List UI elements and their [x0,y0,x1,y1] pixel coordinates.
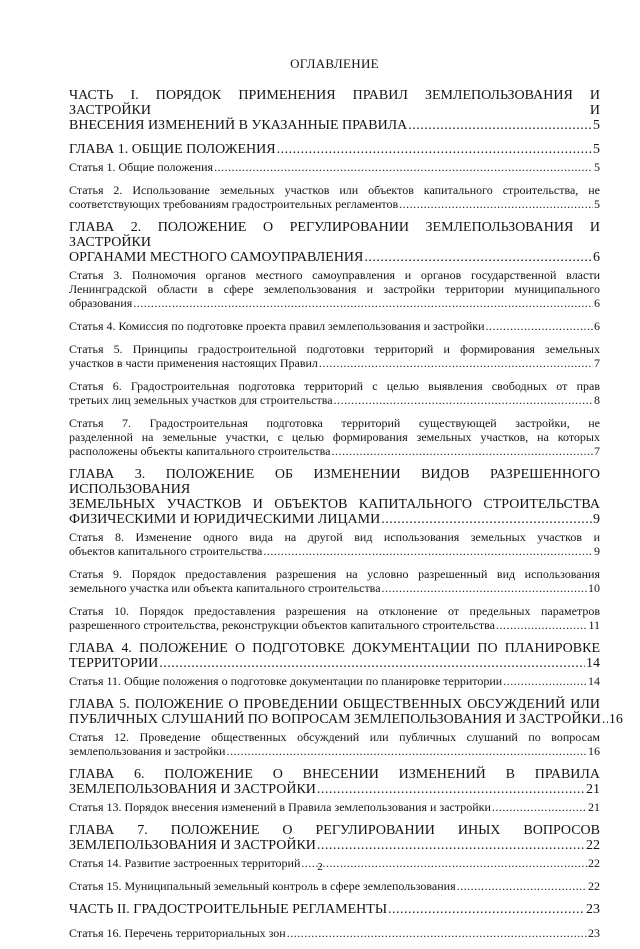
toc-entry[interactable] [69,604,600,632]
toc-entry-line: Статья 6. Градостроительная подготовка территорий с целью выявления свободных от прав [69,379,600,393]
toc-entry[interactable] [69,730,600,758]
toc-dot-leader [492,800,587,814]
toc-dot-leader [263,544,593,558]
toc-entry-title: Статья 11. Общие положения о подготовке документации по планировке территории [69,674,503,688]
toc-page-number: 5 [593,118,600,133]
toc-dot-leader [388,902,585,917]
toc-entry-line: ЗЕМЕЛЬНЫХ УЧАСТКОВ И ОБЪЕКТОВ КАПИТАЛЬНОГО СТРОИТЕЛЬСТВА [69,497,600,512]
toc-entry[interactable] [69,416,600,458]
toc-list [69,88,623,940]
toc-dot-leader [457,879,587,893]
toc-entry-line: Статья 3. Полномочия органов местного самоуправления и органов государственной власти [69,268,600,282]
toc-entry[interactable] [69,268,600,310]
toc-page-number: 22 [586,838,600,853]
toc-entry-title: ПУБЛИЧНЫХ СЛУШАНИЙ ПО ВОПРОСАМ ЗЕМЛЕПОЛЬЗОВАНИЯ И ЗАСТРОЙКИ [69,712,601,727]
toc-entry-lastline [69,356,600,370]
toc-entry-title: третьих лиц земельных участков для строительства [69,393,333,407]
toc-entry-line: Статья 2. Использование земельных участков или объектов капитального строительства, не [69,183,600,197]
toc-entry-title: участков в части применения настоящих Правил [69,356,318,370]
toc-dot-leader [317,782,585,797]
toc-dot-leader [486,319,593,333]
toc-entry-line: Статья 7. Градостроительная подготовка территорий существующей застройки, не [69,416,600,430]
toc-entry[interactable] [69,220,600,265]
toc-entry-title: расположены объекты капитального строительства [69,444,331,458]
toc-entry-title: ЧАСТЬ II. ГРАДОСТРОИТЕЛЬНЫЕ РЕГЛАМЕНТЫ [69,902,388,917]
toc-entry-lastline [69,902,600,917]
toc-dot-leader [214,160,593,174]
toc-page-number: 6 [594,319,600,333]
toc-entry-title: Статья 16. Перечень территориальных зон [69,926,286,940]
toc-entry[interactable] [69,142,600,157]
toc-entry-lastline [69,512,600,527]
toc-entry[interactable] [69,342,600,370]
toc-dot-leader [602,712,608,727]
toc-page-number: 16 [588,744,600,758]
toc-entry-line: Статья 12. Проведение общественных обсуждений или публичных слушаний по вопросам [69,730,600,744]
toc-entry[interactable] [69,467,600,527]
toc-entry-title: объектов капитального строительства [69,544,263,558]
toc-entry-line: Статья 9. Порядок предоставления разрешения на условно разрешенный вид использования [69,567,600,581]
toc-dot-leader [226,744,587,758]
toc-entry-lastline [69,782,600,797]
toc-dot-leader [496,618,587,632]
toc-entry-line: ГЛАВА 7. ПОЛОЖЕНИЕ О РЕГУЛИРОВАНИИ ИНЫХ ВОПРОСОВ [69,823,600,838]
toc-entry-title: Статья 14. Развитие застроенных территорий [69,856,301,870]
toc-page-number: 14 [586,656,600,671]
toc-entry-lastline [69,250,600,265]
toc-dot-leader [287,926,587,940]
toc-page-number: 14 [588,674,600,688]
toc-entry[interactable] [69,902,600,917]
toc-entry[interactable] [69,767,600,797]
toc-entry[interactable] [69,319,600,333]
toc-dot-leader [133,296,593,310]
toc-entry-title: ЗЕМЛЕПОЛЬЗОВАНИЯ И ЗАСТРОЙКИ [69,782,316,797]
toc-entry-line: Ленинградской области в сфере землепользования и застройки территории муниципального [69,282,600,296]
toc-entry-title: ФИЗИЧЕСКИМИ И ЮРИДИЧЕСКИМИ ЛИЦАМИ [69,512,381,527]
toc-entry-title: ЗЕМЛЕПОЛЬЗОВАНИЯ И ЗАСТРОЙКИ [69,838,316,853]
toc-dot-leader [277,142,592,157]
toc-dot-leader [317,838,585,853]
toc-page-number: 22 [588,856,600,870]
toc-entry-lastline [69,744,600,758]
toc-entry-line: ГЛАВА 2. ПОЛОЖЕНИЕ О РЕГУЛИРОВАНИИ ЗЕМЛЕПОЛЬЗОВАНИЯ И ЗАСТРОЙКИ [69,220,600,250]
toc-dot-leader [503,674,587,688]
toc-page-number: 7 [594,444,600,458]
toc-entry-line: ГЛАВА 6. ПОЛОЖЕНИЕ О ВНЕСЕНИИ ИЗМЕНЕНИЙ В ПРАВИЛА [69,767,600,782]
toc-dot-leader [334,393,593,407]
toc-entry-line: Статья 5. Принципы градостроительной подготовки территорий и формирования земельных [69,342,600,356]
toc-entry[interactable] [69,800,600,814]
toc-page-number: 5 [594,197,600,211]
toc-dot-leader [382,581,587,595]
toc-entry-title: землепользования и застройки [69,744,226,758]
toc-entry-line: Статья 8. Изменение одного вида на другой вид использования земельных участков и [69,530,600,544]
toc-entry-lastline [69,296,600,310]
toc-entry[interactable] [69,674,600,688]
toc-entry-title: Статья 13. Порядок внесения изменений в Правила землепользования и застройки [69,800,491,814]
toc-entry[interactable] [69,160,600,174]
toc-entry-title: ВНЕСЕНИЯ ИЗМЕНЕНИЙ В УКАЗАННЫЕ ПРАВИЛА [69,118,408,133]
toc-entry-lastline [69,444,600,458]
toc-heading: ОГЛАВЛЕНИЕ [290,56,379,71]
toc-entry-lastline [69,197,600,211]
toc-entry[interactable] [69,379,600,407]
toc-page-number: 6 [594,296,600,310]
toc-dot-leader [159,656,585,671]
toc-entry[interactable] [69,926,600,940]
toc-page-number: 9 [594,544,600,558]
toc-entry-title: Статья 4. Комиссия по подготовке проекта правил землепользования и застройки [69,319,485,333]
toc-entry-lastline [69,581,600,595]
toc-entry-line: ЧАСТЬ I. ПОРЯДОК ПРИМЕНЕНИЯ ПРАВИЛ ЗЕМЛЕПОЛЬЗОВАНИЯ И ЗАСТРОЙКИ И [69,88,600,118]
toc-page-number: 23 [586,902,600,917]
toc-entry-title: образования [69,296,133,310]
toc-entry-title: соответствующих требованиям градостроительных регламентов [69,197,399,211]
toc-entry[interactable] [69,530,600,558]
toc-entry-title: земельного участка или объекта капитального строительства [69,581,381,595]
toc-entry[interactable] [69,697,623,727]
toc-dot-leader [364,250,592,265]
toc-page [69,56,623,949]
toc-entry-lastline [69,160,600,174]
toc-entry-line: разделенной на земельные участки, с целью формирования земельных участков, на которых [69,430,600,444]
toc-page-number: 5 [594,160,600,174]
toc-page-number: 9 [593,512,600,527]
toc-entry-lastline [69,393,600,407]
toc-entry[interactable] [69,567,600,595]
toc-entry-title: ТЕРРИТОРИИ [69,656,159,671]
toc-entry-title: Статья 15. Муниципальный земельный контроль в сфере землепользования [69,879,456,893]
toc-entry-lastline [69,838,600,853]
toc-page-number: 5 [593,142,600,157]
toc-entry-lastline [69,656,600,671]
toc-entry-line: Статья 10. Порядок предоставления разрешения на отклонение от предельных параметров [69,604,600,618]
toc-page-number: 21 [588,800,600,814]
toc-entry[interactable] [69,641,600,671]
toc-entry-title: разрешенного строительства, реконструкции объектов капитального строительства [69,618,495,632]
toc-entry-lastline [69,926,600,940]
toc-entry[interactable] [69,88,600,133]
toc-page-number: 6 [593,250,600,265]
toc-entry-title: ГЛАВА 1. ОБЩИЕ ПОЛОЖЕНИЯ [69,142,276,157]
toc-entry-line: ГЛАВА 4. ПОЛОЖЕНИЕ О ПОДГОТОВКЕ ДОКУМЕНТАЦИИ ПО ПЛАНИРОВКЕ [69,641,600,656]
toc-dot-leader [408,118,592,133]
toc-page-number: 8 [594,393,600,407]
toc-dot-leader [319,356,593,370]
toc-entry-lastline [69,319,600,333]
toc-dot-leader [399,197,593,211]
toc-entry-title: ОРГАНАМИ МЕСТНОГО САМОУПРАВЛЕНИЯ [69,250,364,265]
toc-entry-lastline [69,118,600,133]
toc-entry-lastline [69,800,600,814]
page-number: 2 [317,861,323,873]
toc-entry-line: ГЛАВА 3. ПОЛОЖЕНИЕ ОБ ИЗМЕНЕНИИ ВИДОВ РАЗРЕШЕННОГО ИСПОЛЬЗОВАНИЯ [69,467,600,497]
toc-page-number: 21 [586,782,600,797]
toc-page-number: 22 [588,879,600,893]
toc-page-number: 16 [608,712,623,727]
toc-entry[interactable] [69,183,600,211]
toc-entry-lastline [69,879,600,893]
toc-page-number: 11 [588,618,600,632]
toc-entry-lastline [69,544,600,558]
toc-dot-leader [381,512,592,527]
toc-entry-title: Статья 1. Общие положения [69,160,214,174]
toc-entry-lastline [69,712,623,727]
toc-entry-line: ГЛАВА 5. ПОЛОЖЕНИЕ О ПРОВЕДЕНИИ ОБЩЕСТВЕННЫХ ОБСУЖДЕНИЙ ИЛИ [69,697,600,712]
toc-dot-leader [331,444,593,458]
toc-page-number: 7 [594,356,600,370]
toc-entry-lastline [69,142,600,157]
toc-entry-lastline [69,618,600,632]
toc-entry[interactable] [69,823,600,853]
toc-entry-lastline [69,674,600,688]
toc-page-number: 23 [588,926,600,940]
toc-entry[interactable] [69,879,600,893]
toc-page-number: 10 [588,581,600,595]
